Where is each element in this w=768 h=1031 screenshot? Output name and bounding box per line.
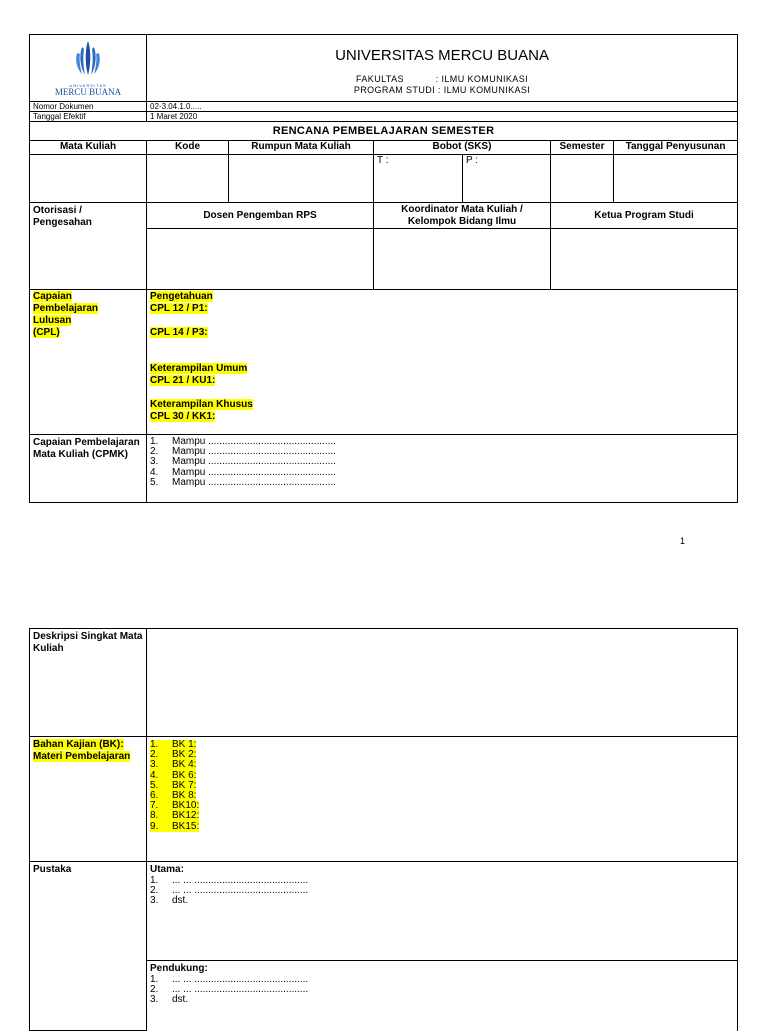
bahan-content (147, 737, 738, 862)
cpl-ket-khusus: Keterampilan Khusus (150, 399, 253, 410)
cpl-14: CPL 14 / P3: (150, 327, 208, 338)
logo-small-text: UNIVERSITAS (69, 83, 107, 88)
col-bobot: Bobot (SKS) (374, 141, 551, 155)
list-item: 8. BK12: (150, 810, 200, 822)
cpl-12: CPL 12 / P1: (150, 303, 208, 314)
bahan-list (150, 740, 734, 832)
bobot-p-cell (463, 155, 551, 203)
cpl-label-3: Lulusan (33, 315, 72, 326)
list-item: 6. BK 8: (150, 790, 197, 802)
list-item: 2. Mampu .............................................. (150, 446, 336, 458)
cpl-label-2: Pembelajaran (33, 303, 99, 314)
rumpun-value (229, 155, 374, 203)
mata-kuliah-value (30, 155, 147, 203)
koordinator: Koordinator Mata Kuliah / Kelompok Bidang Ilmu (374, 203, 551, 229)
list-item: 3. dst. (150, 895, 189, 907)
bobot-t-cell (374, 155, 463, 203)
bobot-t: T : (377, 155, 389, 166)
pustaka-label: Pustaka (30, 862, 147, 1031)
cpl-content (147, 290, 738, 435)
deskripsi-content (147, 629, 738, 737)
cpmk-content (147, 435, 738, 503)
list-item: 1. Mampu .............................................. (150, 436, 336, 447)
col-rumpun: Rumpun Mata Kuliah (229, 141, 374, 155)
cpl-30: CPL 30 / KK1: (150, 411, 216, 422)
rps-title: RENCANA PEMBELAJARAN SEMESTER (30, 122, 738, 141)
ketua-signature (551, 229, 738, 290)
logo-text: MERCU BUANA (54, 87, 122, 97)
eff-date-value: 1 Maret 2020 (147, 112, 738, 122)
list-item: 4. Mampu .............................................. (150, 466, 336, 478)
cpl-ket-umum: Keterampilan Umum (150, 363, 248, 374)
pendukung-label: Pendukung: (150, 963, 208, 974)
list-item: 3. BK 4: (150, 759, 197, 771)
semester-value (551, 155, 614, 203)
cpl-label-cell (30, 290, 147, 435)
pendukung-list (150, 975, 734, 1006)
page-number: 1 (680, 536, 686, 546)
list-item: 3. Mampu .............................................. (150, 456, 336, 468)
header-title-cell (147, 35, 738, 102)
bahan-label-2: Materi Pembelajaran (33, 751, 131, 762)
cpl-label-4: (CPL) (33, 327, 60, 338)
list-item: 5. Mampu .............................................. (150, 476, 336, 488)
col-semester: Semester (551, 141, 614, 155)
list-item: 7. BK10: (150, 800, 200, 812)
cpl-pengetahuan: Pengetahuan (150, 291, 213, 302)
cpmk-list (150, 437, 734, 488)
cpmk-label: Capaian Pembelajaran Mata Kuliah (CPMK) (30, 435, 147, 503)
bobot-p: P : (466, 155, 479, 166)
col-kode: Kode (147, 141, 229, 155)
dosen-pengembang: Dosen Pengemban RPS (147, 203, 374, 229)
utama-list (150, 876, 734, 907)
list-item: 3. dst. (150, 994, 189, 1006)
logo-cell (30, 35, 147, 102)
kode-value (147, 155, 229, 203)
list-item: 4. BK 6: (150, 769, 197, 781)
list-item: 2. ... ... ......................................... (150, 885, 309, 897)
page-2 (0, 628, 768, 1031)
list-item: 1. ... ... ......................................... (150, 974, 309, 985)
doc-no-value: 02-3.04.1.0..... (147, 102, 738, 112)
pustaka-pendukung (147, 961, 738, 1031)
deskripsi-label: Deskripsi Singkat Mata Kuliah (30, 629, 147, 737)
koordinator-signature (374, 229, 551, 290)
fakultas-line (150, 74, 734, 85)
university-name: UNIVERSITAS MERCU BUANA (335, 47, 549, 64)
otorisasi-label: Otorisasi / Pengesahan (30, 203, 147, 290)
fakultas-value: : ILMU KOMUNIKASI (435, 74, 529, 84)
list-item: 1. BK 1: (150, 739, 197, 750)
eff-date-label: Tanggal Efektif (30, 112, 147, 122)
pustaka-utama (147, 862, 738, 961)
col-mata-kuliah: Mata Kuliah (30, 141, 147, 155)
cpl-21: CPL 21 / KU1: (150, 375, 216, 386)
tanggal-value (614, 155, 738, 203)
utama-label: Utama: (150, 864, 184, 875)
rps-detail-table (29, 628, 738, 1031)
university-logo (68, 39, 108, 79)
dosen-signature (147, 229, 374, 290)
list-item: 5. BK 7: (150, 779, 197, 791)
list-item: 2. ... ... ......................................... (150, 984, 309, 996)
list-item: 2. BK 2: (150, 749, 197, 761)
ketua-prodi: Ketua Program Studi (551, 203, 738, 229)
doc-no-label: Nomor Dokumen (30, 102, 147, 112)
list-item: 9. BK15: (150, 820, 200, 832)
page-1 (0, 34, 768, 503)
bahan-label-cell (30, 737, 147, 862)
prodi-line: PROGRAM STUDI : ILMU KOMUNIKASI (353, 85, 531, 95)
fakultas-label: FAKULTAS (356, 74, 404, 84)
rps-header-table (29, 34, 738, 503)
list-item: 1. ... ... ......................................... (150, 875, 309, 886)
cpl-label-1: Capaian (33, 291, 72, 302)
bahan-label-1: Bahan Kajian (BK): (33, 739, 124, 750)
col-tanggal: Tanggal Penyusunan (614, 141, 738, 155)
